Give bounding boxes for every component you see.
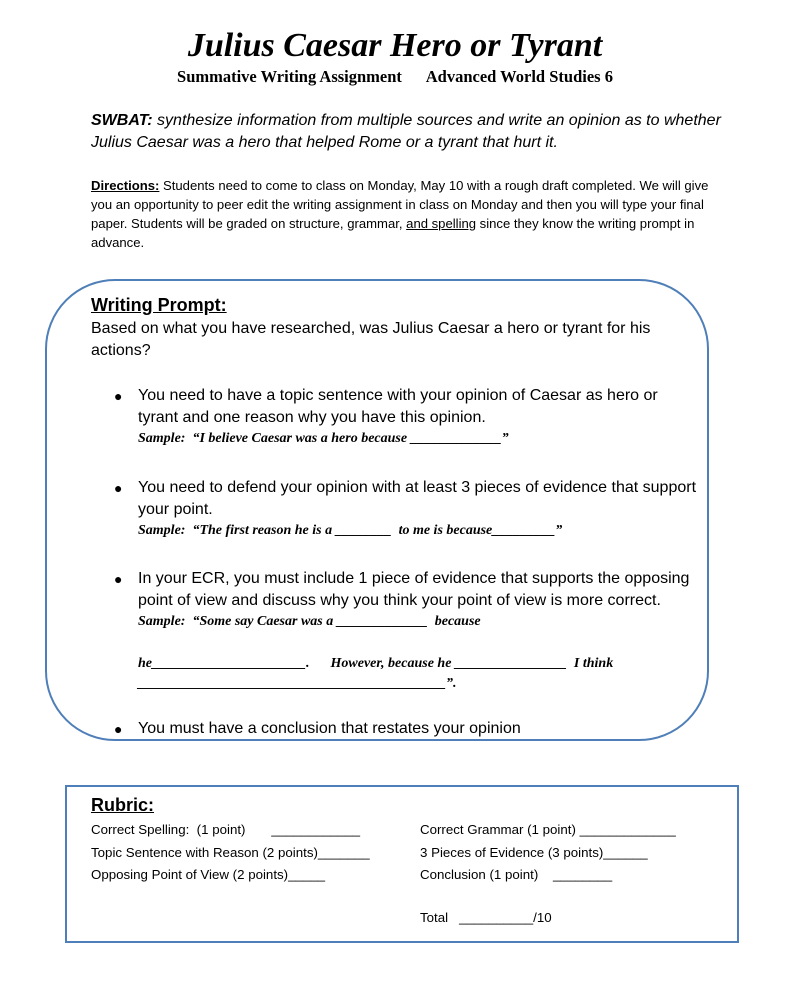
prompt-bullet-3 xyxy=(114,568,698,632)
directions-paragraph xyxy=(91,176,731,252)
prompt-bullet-sample: Sample: “Some say Caesar was a _____________ because xyxy=(138,614,481,629)
prompt-bullet-text: You need to defend your opinion with at least 3 pieces of evidence that support your point. xyxy=(138,479,697,518)
rubric-item-opposing-view: Opposing Point of View (2 points)_____ xyxy=(91,867,326,882)
prompt-bullet-sample: Sample: “I believe Caesar was a hero because _____________” xyxy=(138,431,509,446)
prompt-bullet-text: You must have a conclusion that restates your opinion xyxy=(138,720,521,737)
swbat-label: SWBAT: xyxy=(91,112,153,129)
directions-underlined: and spelling xyxy=(406,216,477,231)
writing-prompt-heading: Writing Prompt: xyxy=(91,295,227,315)
swbat-objective xyxy=(91,110,731,154)
rubric-box xyxy=(65,785,739,943)
prompt-bullet-1 xyxy=(114,385,698,449)
page-subtitle: Summative Writing Assignment Advanced World Studies 6 xyxy=(177,67,613,86)
rubric-total: Total __________/10 xyxy=(420,910,552,925)
directions-label: Directions: xyxy=(91,178,160,193)
prompt-bullet-2 xyxy=(114,477,698,541)
rubric-heading: Rubric: xyxy=(91,795,154,815)
rubric-item-topic-sentence: Topic Sentence with Reason (2 points)_______ xyxy=(91,845,370,860)
prompt-bullet-3-sample-continued xyxy=(138,654,708,694)
page-title: Julius Caesar Hero or Tyrant xyxy=(187,27,603,64)
rubric-item-spelling: Correct Spelling: (1 point) ____________ xyxy=(91,822,361,837)
directions-tail: since they know the writing prompt in advance. xyxy=(91,216,695,250)
rubric-item-evidence: 3 Pieces of Evidence (3 points)______ xyxy=(420,845,648,860)
prompt-bullet-text: In your ECR, you must include 1 piece of evidence that supports the opposing point of view and discuss why you think your point of view is more correct. xyxy=(138,570,690,609)
rubric-item-conclusion: Conclusion (1 point) ________ xyxy=(420,867,613,882)
bullet-dot-icon: ● xyxy=(114,721,123,737)
swbat-text: synthesize information from multiple sources and write an opinion as to whether Julius Caesar was a hero that helped Rome or a tyrant that hurt it. xyxy=(91,112,721,151)
prompt-bullet-sample-line: ____________________________________________”. xyxy=(138,676,457,691)
prompt-bullet-sample-line: he______________________. However, because he ________________ I think xyxy=(138,656,614,671)
bullet-dot-icon: ● xyxy=(114,480,123,496)
prompt-bullet-4 xyxy=(114,718,698,740)
writing-prompt-question: Based on what you have researched, was Julius Caesar a hero or tyrant for his actions? xyxy=(91,320,651,359)
bullet-dot-icon: ● xyxy=(114,571,123,587)
prompt-bullet-text: You need to have a topic sentence with your opinion of Caesar as hero or tyrant and one reason why you have this opinion. xyxy=(138,387,658,426)
directions-text: Students need to come to class on Monday, May 10 with a rough draft completed. We will give you an opportunity to peer edit the writing assignment in class on Monday and then you will type your final paper. Students will be graded on structure, grammar, xyxy=(91,178,709,231)
prompt-bullet-sample: Sample: “The first reason he is a ________ to me is because_________” xyxy=(138,523,563,538)
rubric-item-grammar: Correct Grammar (1 point) _____________ xyxy=(420,822,676,837)
bullet-dot-icon: ● xyxy=(114,388,123,404)
